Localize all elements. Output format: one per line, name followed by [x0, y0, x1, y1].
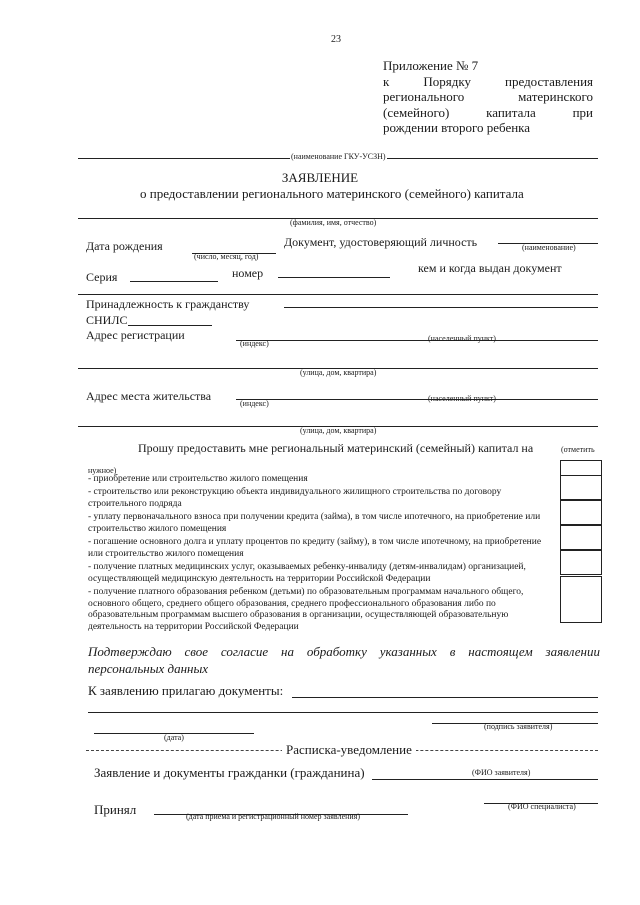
reg-address-label: Адрес регистрации: [86, 328, 185, 342]
residence-address-label: Адрес места жительства: [86, 389, 212, 403]
option-item: - уплату первоначального взноса при получении кредита (займа), в том числе ипотечного, на приобретение или строительство жилого помещения: [88, 512, 541, 534]
form-subheading: о предоставлении регионального материнского (семейного) капитала: [140, 186, 524, 201]
option-item: - строительство или реконструкцию объекта индивидуального жилищного строительства по договору строительного подряда: [88, 487, 502, 509]
reg-street-caption: (улица, дом, квартира): [300, 368, 377, 377]
appendix-block: [383, 58, 593, 136]
option-checkbox[interactable]: [560, 500, 602, 525]
request-note: (отметить: [561, 445, 595, 454]
attachments-label: К заявлению прилагаю документы:: [88, 683, 284, 698]
receipt-text: Заявление и документы гражданки (гражданина): [94, 765, 365, 780]
applicant-name-caption: (ФИО заявителя): [472, 768, 531, 777]
series-line[interactable]: [130, 281, 218, 282]
id-document-caption: (наименование): [522, 243, 576, 252]
res-postcode-caption: (индекс): [240, 399, 269, 408]
registration-caption: (дата приема и регистрационный номер заявления): [186, 812, 361, 821]
snils-label: СНИЛС: [86, 313, 128, 327]
agency-caption: (наименование ГКУ-УСЗН): [291, 152, 386, 161]
option-checkbox[interactable]: [560, 475, 602, 500]
option-item: - получение платного образования ребенком (детьми) по образовательным программам начального общего, основного общего, среднего общего образования, среднего профессионального образования либо по образовательным программам высшего образования в организации, осуществляющей образовательную деятельность на территории Российской Федерации: [88, 587, 524, 632]
res-street-caption: (улица, дом, квартира): [300, 426, 377, 435]
accepted-label: Принял: [94, 802, 137, 817]
receipt-title: Расписка-уведомление: [282, 742, 416, 758]
number-line[interactable]: [278, 277, 390, 278]
appendix-line: к Порядку предоставления: [383, 73, 593, 89]
option-checkbox[interactable]: [560, 576, 602, 623]
issued-by-line[interactable]: [78, 294, 598, 295]
citizenship-line[interactable]: [284, 307, 598, 308]
consent-text: Подтверждаю свое согласие на обработку указанных в настоящем заявлении персональных данных: [88, 644, 600, 676]
option-checkbox[interactable]: [560, 550, 602, 575]
snils-line[interactable]: [128, 325, 212, 326]
option-checkbox[interactable]: [560, 460, 602, 476]
appendix-line: (семейного) капитала при: [383, 104, 593, 120]
request-text: Прошу предоставить мне региональный материнский (семейный) капитал на: [138, 441, 534, 455]
reg-postcode-caption: (индекс): [240, 339, 269, 348]
appendix-line: регионального материнского: [383, 89, 593, 104]
residence-address-line[interactable]: [236, 399, 598, 400]
reg-address-line[interactable]: [236, 340, 598, 341]
fullname-caption: (фамилия, имя, отчество): [290, 218, 377, 227]
reg-settlement-caption: (населенный пункт): [428, 334, 496, 343]
option-item: - погашение основного долга и уплату процентов по кредиту (займу), в том числе ипотечному, на приобретение или строительство жилого помещения: [88, 537, 542, 559]
request-note: нужное): [88, 466, 117, 475]
page-number: 23: [331, 34, 341, 45]
option-item: - получение платных медицинских услуг, оказываемых ребенку-инвалиду (детям-инвалидам) организацией, осуществляющей медицинскую деятельность на территории Российской Федерации: [88, 562, 526, 584]
series-label: Серия: [86, 270, 118, 284]
number-label: номер: [232, 266, 264, 280]
applicant-name-line[interactable]: [372, 779, 598, 780]
specialist-caption: (ФИО специалиста): [508, 802, 576, 811]
birth-date-caption: (число, месяц, год): [194, 252, 259, 261]
date-caption: (дата): [164, 733, 184, 742]
issued-by-label: кем и когда выдан документ: [418, 261, 562, 275]
birth-date-label: Дата рождения: [86, 239, 163, 253]
option-item: - приобретение или строительство жилого помещения: [88, 474, 308, 484]
id-document-label: Документ, удостоверяющий личность: [284, 235, 478, 249]
attachments-line[interactable]: [88, 712, 598, 713]
citizenship-label: Принадлежность к гражданству: [86, 297, 250, 311]
res-settlement-caption: (населенный пункт): [428, 394, 496, 403]
attachments-line[interactable]: [292, 697, 598, 698]
appendix-line: рождении второго ребенка: [383, 120, 531, 135]
form-heading: ЗАЯВЛЕНИЕ: [281, 170, 359, 185]
appendix-title: Приложение № 7: [383, 58, 479, 73]
option-checkbox[interactable]: [560, 525, 602, 550]
signature-caption: (подпись заявителя): [484, 722, 553, 731]
